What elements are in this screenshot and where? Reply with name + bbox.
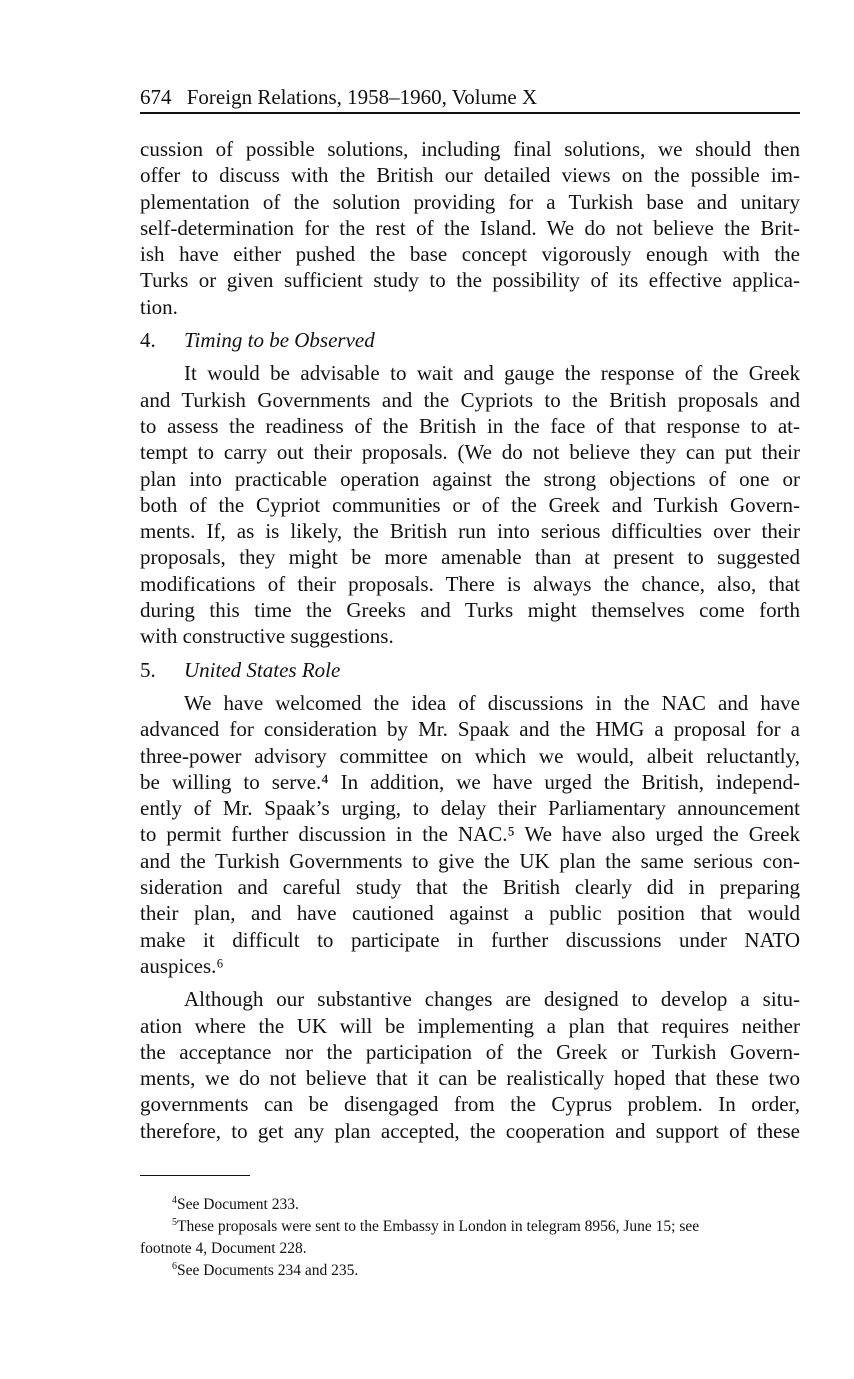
footnote-mark: 5	[172, 1216, 177, 1228]
text-line: modifications of their proposals. There is always the chance, also, that	[140, 571, 800, 596]
text-line: Although our substantive changes are designed to develop a situ-	[184, 987, 800, 1012]
paragraph	[140, 360, 800, 649]
section-number: 4.	[140, 328, 156, 353]
text-line: Turks or given sufficient study to the possibility of its effective applica-	[140, 268, 800, 293]
text-line: plementation of the solution providing for a Turkish base and unitary	[140, 189, 800, 214]
text-line: It would be advisable to wait and gauge the response of the Greek	[184, 361, 800, 386]
section-title: United States Role	[184, 657, 341, 682]
footnote-mark: 4	[172, 1194, 177, 1206]
footnote-text: See Documents 234 and 235.	[177, 1262, 359, 1279]
text-line: self-determination for the rest of the Island. We do not believe the Brit-	[140, 215, 800, 240]
footnote-text: These proposals were sent to the Embassy in London in telegram 8956, June 15; see	[177, 1218, 700, 1235]
text-line: three-power advisory committee on which we would, albeit reluctantly,	[140, 743, 800, 768]
section-heading	[140, 657, 800, 683]
text-line: to assess the readiness of the British in the face of that response to at-	[140, 413, 800, 438]
paragraph	[140, 690, 800, 979]
text-line: ently of Mr. Spaak’s urging, to delay their Parliamentary announcement	[140, 796, 800, 821]
text-line: both of the Cypriot communities or of the Greek and Turkish Govern-	[140, 492, 800, 517]
text-line: the acceptance nor the participation of the Greek or Turkish Govern-	[140, 1039, 800, 1064]
text-line: governments can be disengaged from the Cyprus problem. In order,	[140, 1092, 800, 1117]
section-number: 5.	[140, 657, 156, 682]
document-body	[140, 136, 800, 1151]
volume-title: Foreign Relations, 1958–1960, Volume X	[186, 85, 538, 109]
text-line: ments. If, as is likely, the British run into serious difficulties over their	[140, 519, 800, 544]
footnote	[140, 1194, 800, 1216]
text-line: therefore, to get any plan accepted, the cooperation and support of these	[140, 1118, 800, 1143]
footnote-line	[140, 1238, 800, 1260]
text-line: offer to discuss with the British our detailed views on the possible im-	[140, 163, 800, 188]
footnote-line	[140, 1216, 800, 1238]
footnote-text: footnote 4, Document 228.	[140, 1240, 307, 1257]
text-line: We have welcomed the idea of discussions in the NAC and have	[184, 690, 800, 715]
text-line: sideration and careful study that the British clearly did in preparing	[140, 875, 800, 900]
text-line: ation where the UK will be implementing a plan that requires neither	[140, 1013, 800, 1038]
text-line: and the Turkish Governments to give the UK plan the same serious con-	[140, 848, 800, 873]
text-line: and Turkish Governments and the Cypriots to the British proposals and	[140, 387, 800, 412]
text-line: plan into practicable operation against the strong objections of one or	[140, 466, 800, 491]
footnotes	[140, 1194, 800, 1282]
text-line: to permit further discussion in the NAC.⁵ We have also urged the Greek	[140, 822, 800, 847]
text-line: cussion of possible solutions, including final solutions, we should then	[140, 137, 800, 161]
footnote-mark: 6	[172, 1260, 177, 1272]
text-line: tion.	[140, 294, 178, 319]
text-line: be willing to serve.⁴ In addition, we have urged the British, independ-	[140, 769, 800, 794]
footnote-line	[140, 1194, 800, 1216]
text-line: advanced for consideration by Mr. Spaak and the HMG a proposal for a	[140, 717, 800, 742]
section-heading	[140, 327, 800, 353]
footnote-divider	[140, 1175, 250, 1176]
text-line: make it difficult to participate in further discussions under NATO	[140, 927, 800, 952]
text-line: auspices.⁶	[140, 953, 224, 978]
text-line: tempt to carry out their proposals. (We do not believe they can put their	[140, 440, 800, 465]
text-line: ish have either pushed the base concept vigorously enough with the	[140, 242, 800, 267]
page-number: 674	[140, 85, 172, 109]
footnote	[140, 1260, 800, 1282]
footnote-line	[140, 1260, 800, 1282]
text-line: with constructive suggestions.	[140, 624, 394, 649]
footnote	[140, 1216, 800, 1260]
running-header	[140, 84, 800, 114]
text-line: proposals, they might be more amenable than at present to suggested	[140, 545, 800, 570]
text-line: their plan, and have cautioned against a public position that would	[140, 901, 800, 926]
text-line: ments, we do not believe that it can be realistically hoped that these two	[140, 1066, 800, 1091]
section-title: Timing to be Observed	[184, 328, 375, 353]
paragraph	[140, 136, 800, 320]
footnote-text: See Document 233.	[177, 1196, 299, 1213]
paragraph	[140, 986, 800, 1144]
text-line: during this time the Greeks and Turks might themselves come forth	[140, 598, 800, 623]
